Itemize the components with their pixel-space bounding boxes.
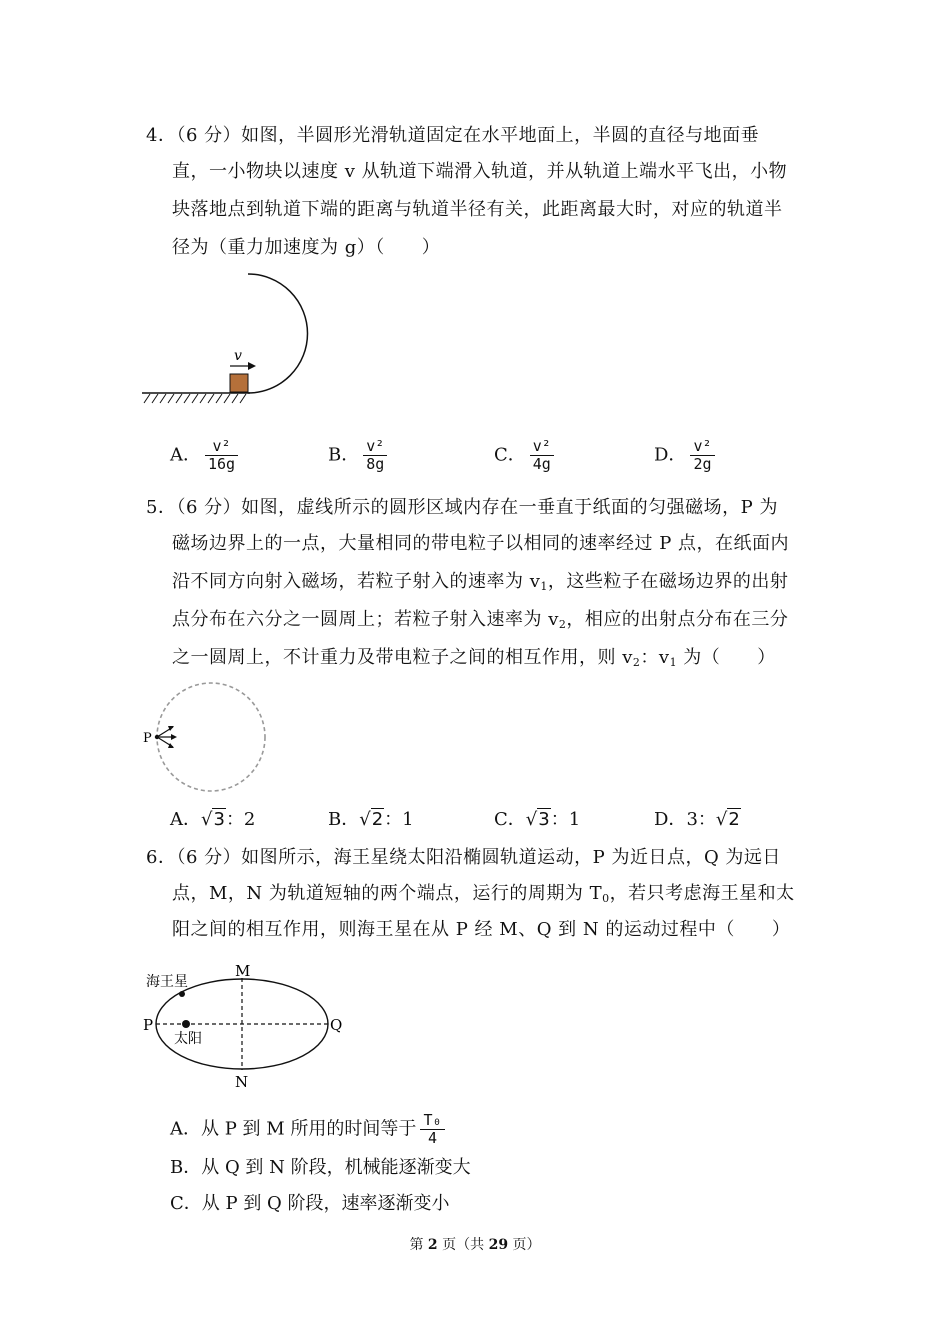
q4-line-1: 4．（6 分）如图，半圆形光滑轨道固定在水平地面上，半圆的直径与地面垂 [146,125,760,146]
q4-option-c: C． $\frac{\text{v²}}{4g}$ [494,438,554,473]
velocity-label: v [234,348,242,364]
q5-line-2: 磁场边界上的一点，大量相同的带电粒子以相同的速率经过 P 点，在纸面内 [172,533,790,554]
q6-line-1: 6．（6 分）如图所示，海王星绕太阳沿椭圆轨道运动，P 为近日点，Q 为远日 [146,847,781,868]
block [230,374,248,392]
planet-label: 海王星 [146,974,188,990]
q4-line-4: 径为（重力加速度为 g）（ ） [172,237,441,258]
q5-option-b: B．√2：1 [328,809,414,830]
q5-option-d: D．3：√2 [654,809,740,830]
point-p-label: P [143,731,152,746]
q6-line-3: 阳之间的相互作用，则海王星在从 P 经 M、Q 到 N 的运动过程中（ ） [172,919,791,940]
q5-line-1: 5．（6 分）如图，虚线所示的圆形区域内存在一垂直于纸面的匀强磁场，P 为 [146,497,778,518]
q5-option-a: A．√3：2 [170,809,256,830]
q5-figure [140,680,270,800]
point-q-label: Q [330,1016,343,1034]
q6-option-a: A．从 P 到 M 所用的时间等于 $\frac{\text{T₀}}{4}$ [170,1112,445,1147]
q5-option-c: C．√3：1 [494,809,581,830]
q6-line-2: 点，M，N 为轨道短轴的两个端点，运行的周期为 $T_0$，若只考虑海王星和太 [172,883,795,905]
q5-line-5: 之一圆周上，不计重力及带电粒子之间的相互作用，则 $v_2$：$v_1$ 为（ ） [172,647,776,669]
page-footer: 第 2 页（共 29 页） [409,1237,541,1253]
page-total: 29 [488,1237,509,1253]
q6-option-c: C．从 P 到 Q 阶段，速率逐渐变小 [170,1193,450,1214]
q5-line-4: 点分布在六分之一圆周上；若粒子射入速率为 $v_2$，相应的出射点分布在三分 [172,609,789,631]
q4-option-b: B． $\frac{\text{v²}}{8g}$ [328,438,387,473]
q4-option-d: D． $\frac{\text{v²}}{2g}$ [654,438,715,473]
q4-option-a: A． $\frac{\text{v²}}{16g}$ [170,438,238,473]
point-p-label: P [143,1016,154,1034]
point-m-label: M [235,962,251,980]
q4-line-3: 块落地点到轨道下端的距离与轨道半径有关，此距离最大时，对应的轨道半 [172,199,783,220]
q6-figure [140,956,360,1096]
point-n-label: N [235,1073,249,1091]
q4-line-2: 直，一小物块以速度 v 从轨道下端滑入轨道，并从轨道上端水平飞出，小物 [172,161,788,182]
q5-line-3: 沿不同方向射入磁场，若粒子射入的速率为 $v_1$，这些粒子在磁场边界的出射 [172,571,789,593]
sun-label: 太阳 [174,1031,202,1047]
q6-option-b: B．从 Q 到 N 阶段，机械能逐渐变大 [170,1157,471,1178]
page-number: 2 [427,1237,438,1253]
q4-figure [138,266,338,406]
